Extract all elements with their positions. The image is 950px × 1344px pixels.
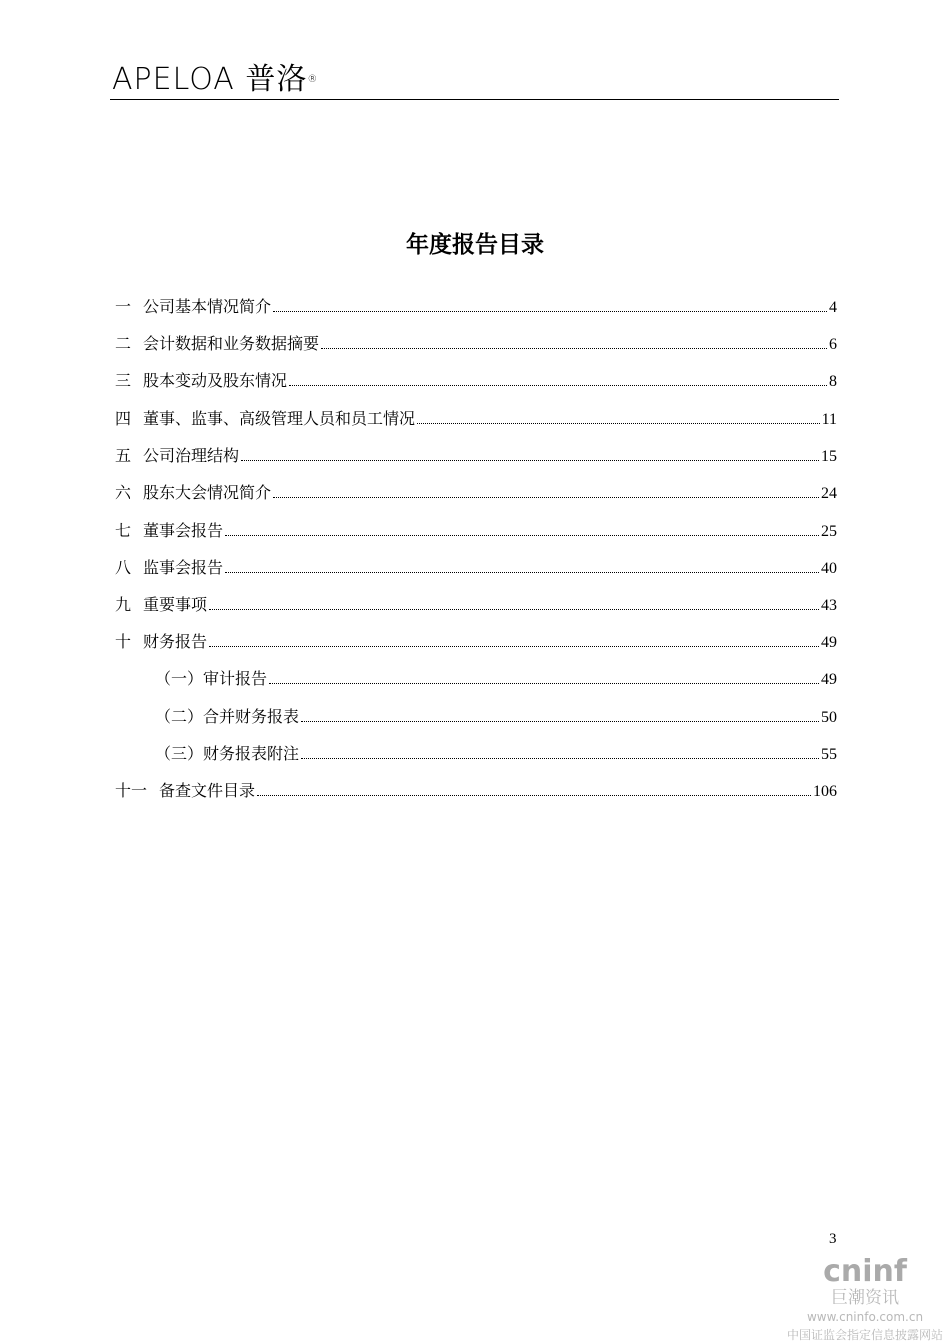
toc-label: 股东大会情况简介 [143,483,272,502]
cninfo-watermark [780,1256,950,1344]
toc-number: 十一 [115,781,148,800]
toc-label: 董事会报告 [143,521,224,540]
page-number: 3 [829,1231,837,1247]
toc-page: 6 [829,336,837,353]
toc-entry[interactable] [115,331,837,355]
watermark-cn: 巨潮资讯 [831,1288,899,1308]
toc-page: 40 [821,560,837,577]
toc-page: 25 [821,523,837,540]
toc-number: 八 [115,558,132,577]
toc-entry[interactable] [155,741,837,765]
header-rule [110,99,839,100]
toc-entry[interactable] [155,666,837,690]
toc-number: 五 [115,446,132,465]
toc-label: （二）合并财务报表 [155,707,300,726]
watermark-brand: cninf [823,1254,907,1289]
dot-leader [209,609,819,610]
dot-leader [225,535,819,536]
toc-page: 8 [829,373,837,390]
dot-leader [417,423,820,424]
toc-number: 九 [115,595,132,614]
toc-entry[interactable] [115,555,837,579]
toc-number: 一 [115,297,132,316]
dot-leader [301,721,819,722]
toc-label: 董事、监事、高级管理人员和员工情况 [143,409,416,428]
toc-label: 备查文件目录 [159,781,256,800]
toc-page: 50 [821,709,837,726]
toc-label: 股本变动及股东情况 [143,371,288,390]
toc-entry[interactable] [115,294,837,318]
toc-page: 106 [813,783,837,800]
toc-label: 会计数据和业务数据摘要 [143,334,320,353]
toc-number: 十 [115,632,132,651]
toc-number: 三 [115,371,132,390]
toc-entry[interactable] [115,629,837,653]
toc-entry[interactable] [155,704,837,728]
toc-label: 重要事项 [143,595,208,614]
dot-leader [321,348,827,349]
toc-number: 六 [115,483,132,502]
toc-entry[interactable] [115,592,837,616]
toc-entry[interactable] [115,368,837,392]
dot-leader [241,460,819,461]
toc-label: 公司治理结构 [143,446,240,465]
toc-label: 监事会报告 [143,558,224,577]
toc-entry[interactable] [115,778,837,802]
toc-page: 49 [821,671,837,688]
logo-text: APELOA 普洛 [112,62,308,97]
toc-label: （一）审计报告 [155,669,268,688]
toc-label: 财务报告 [143,632,208,651]
toc-page: 4 [829,299,837,316]
toc-entry[interactable] [115,406,837,430]
apeloa-logo [112,62,318,98]
toc-entry[interactable] [115,518,837,542]
toc-page: 55 [821,746,837,763]
toc-number: 四 [115,409,132,428]
registered-mark: ® [307,74,319,85]
dot-leader [257,795,811,796]
toc-number: 七 [115,521,132,540]
page-title: 年度报告目录 [406,232,544,258]
dot-leader [273,497,819,498]
dot-leader [209,646,819,647]
toc-number: 二 [115,334,132,353]
dot-leader [289,385,827,386]
toc-page: 15 [821,448,837,465]
dot-leader [273,311,827,312]
toc-label: 公司基本情况简介 [143,297,272,316]
toc-entry[interactable] [115,480,837,504]
toc-page: 24 [821,485,837,502]
dot-leader [301,758,819,759]
watermark-url: www.cninfo.com.cn [806,1310,924,1324]
dot-leader [225,572,819,573]
toc-entry[interactable] [115,443,837,467]
toc-page: 11 [821,411,837,428]
toc-page: 49 [821,634,837,651]
toc-label: （三）财务报表附注 [155,744,300,763]
watermark-tagline: 中国证监会指定信息披露网站 [786,1328,943,1342]
toc-page: 43 [821,597,837,614]
dot-leader [269,683,819,684]
